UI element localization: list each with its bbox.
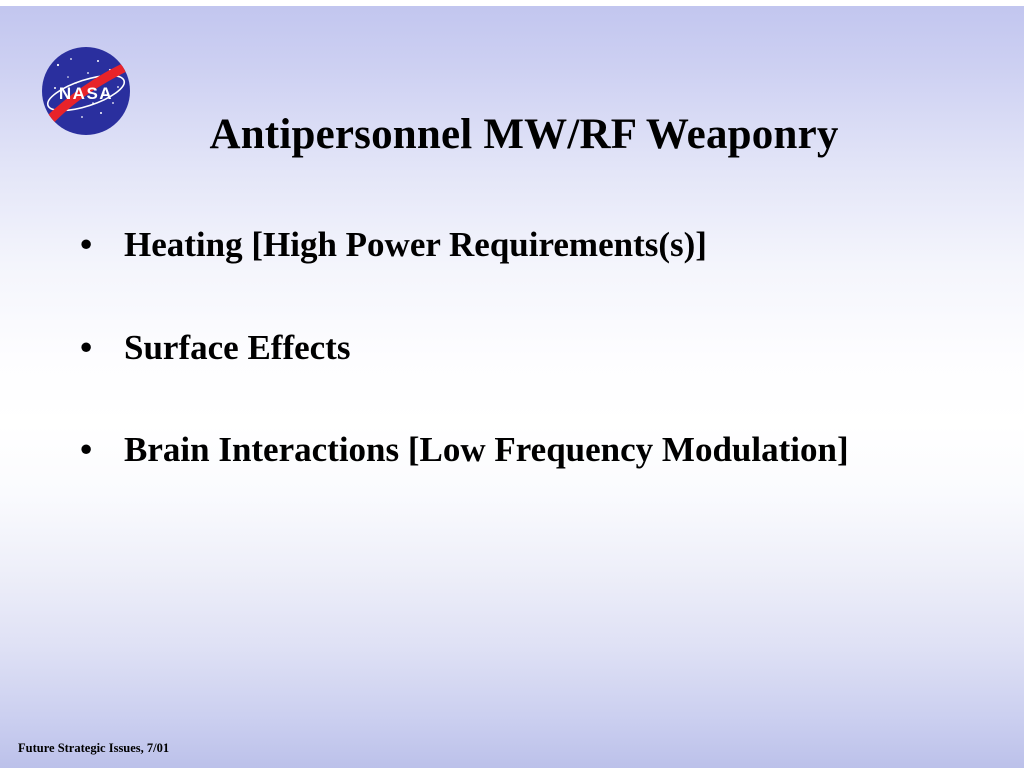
- bullet-marker-icon: •: [80, 430, 93, 470]
- bullet-text: Brain Interactions [Low Frequency Modulation]: [124, 430, 849, 470]
- slide-title: Antipersonnel MW/RF Weaponry: [209, 111, 839, 158]
- bullet-text: Surface Effects: [124, 327, 351, 367]
- list-item: [80, 327, 960, 370]
- list-item: [80, 224, 960, 267]
- slide-footer: Future Strategic Issues, 7/01: [18, 741, 170, 755]
- bullet-list: [80, 224, 960, 532]
- bullet-marker-icon: •: [80, 225, 93, 264]
- svg-text:NASA: NASA: [58, 84, 114, 103]
- bullet-marker-icon: •: [80, 327, 93, 367]
- bullet-text: Heating [High Power Requirements(s)]: [124, 225, 707, 264]
- list-item: [80, 429, 960, 472]
